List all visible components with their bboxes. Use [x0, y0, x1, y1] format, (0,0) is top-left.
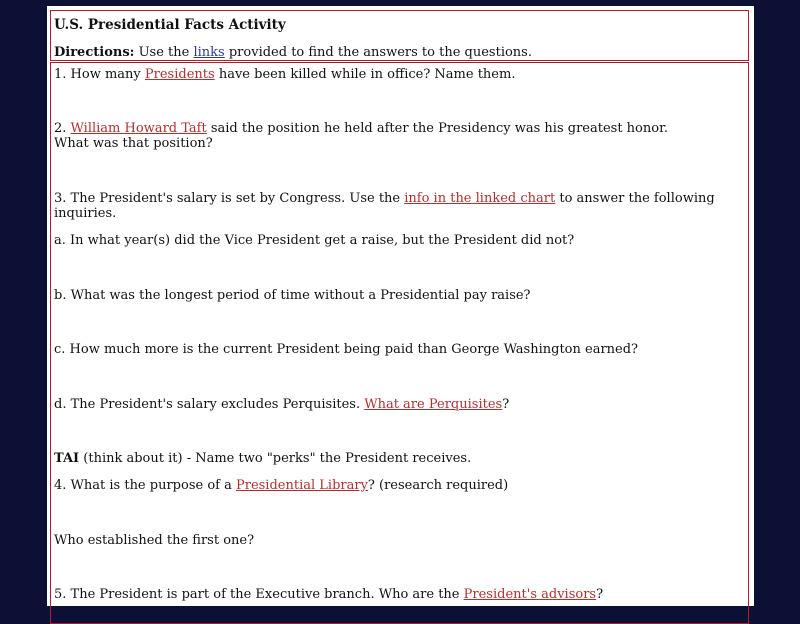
- question-2-line2: What was that position?: [54, 136, 213, 151]
- presidents-link[interactable]: Presidents: [144, 67, 215, 82]
- question-3a: a. In what year(s) did the Vice President get a raise, but the President did not?: [54, 233, 575, 248]
- directions: [54, 45, 532, 60]
- question-3b: b. What was the longest period of time without a Presidential pay raise?: [54, 288, 531, 303]
- question-4-followup: Who established the first one?: [54, 533, 255, 548]
- presidents-advisors-link[interactable]: President's advisors: [463, 587, 597, 602]
- question-3-pre: 3. The President's salary is set by Congress. Use the: [54, 191, 401, 206]
- question-3-line2: inquiries.: [54, 206, 117, 221]
- question-3d-post: ?: [502, 397, 510, 412]
- linked-chart-link[interactable]: info in the linked chart: [404, 191, 556, 206]
- question-1: [54, 67, 515, 82]
- question-1-pre: 1. How many: [54, 67, 141, 82]
- directions-pre: Use the: [138, 45, 190, 60]
- directions-post: provided to find the answers to the questions.: [228, 45, 532, 60]
- question-3d-pre: d. The President's salary excludes Perquisites.: [54, 397, 361, 412]
- page: [47, 6, 754, 606]
- directions-links-link[interactable]: links: [193, 45, 225, 60]
- header-box: [50, 10, 749, 61]
- perquisites-link[interactable]: What are Perquisites: [364, 397, 503, 412]
- directions-label: Directions:: [54, 45, 135, 60]
- question-1-post: have been killed while in office? Name them.: [218, 67, 516, 82]
- tai-text: (think about it) - Name two "perks" the President receives.: [83, 451, 472, 466]
- question-2: [54, 121, 668, 136]
- question-2-pre: 2.: [54, 121, 67, 136]
- william-howard-taft-link[interactable]: William Howard Taft: [70, 121, 207, 136]
- question-4: [54, 478, 508, 493]
- question-5-post: ?: [596, 587, 604, 602]
- page-title: U.S. Presidential Facts Activity: [54, 17, 286, 33]
- question-3-post: to answer the following: [559, 191, 715, 206]
- question-3d: [54, 397, 509, 412]
- questions-box: [50, 62, 749, 624]
- presidential-library-link[interactable]: Presidential Library: [235, 478, 368, 493]
- question-3: [54, 191, 715, 206]
- tai-question: [54, 451, 471, 466]
- question-2-post: said the position he held after the Presidency was his greatest honor.: [210, 121, 668, 136]
- question-4-post: ? (research required): [367, 478, 509, 493]
- tai-label: TAI: [54, 451, 80, 466]
- question-3c: c. How much more is the current President being paid than George Washington earned?: [54, 342, 639, 357]
- question-4-pre: 4. What is the purpose of a: [54, 478, 232, 493]
- question-5-pre: 5. The President is part of the Executive branch. Who are the: [54, 587, 460, 602]
